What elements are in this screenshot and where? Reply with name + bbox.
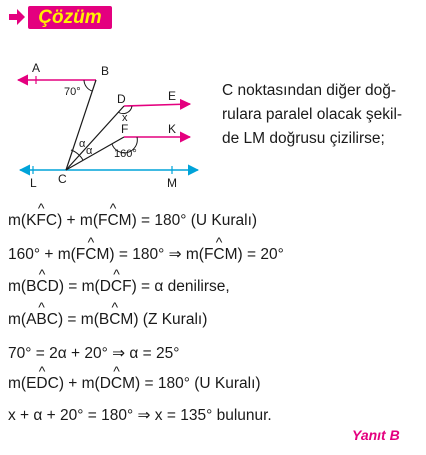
description-line: de LM doğrusu çizilirse; bbox=[222, 130, 385, 147]
segment-cd bbox=[66, 106, 124, 170]
solution-step-6: m(E^ DC) + m(D^ CM) = 180° (U Kuralı) bbox=[8, 375, 261, 393]
solution-step-5: 70° = 2α + 20° ⇒ α = 25° bbox=[8, 345, 180, 362]
solution-step-2: 160° + m(F^ CM) = 180° ⇒ m(F^ CM) = 20° bbox=[8, 245, 284, 264]
description-line: C noktasından diğer doğ- bbox=[222, 82, 397, 99]
angle-alpha1-label: α bbox=[79, 138, 86, 150]
angle-kfc-label: 160° bbox=[114, 148, 137, 160]
arc-abc bbox=[84, 80, 92, 91]
label-b: B bbox=[101, 64, 110, 78]
arc-alpha2 bbox=[79, 155, 83, 160]
label-m: M bbox=[167, 176, 177, 190]
angle-abc-label: 70° bbox=[64, 86, 81, 98]
header-title-box bbox=[28, 6, 112, 29]
angle-alpha2-label: α bbox=[86, 145, 93, 157]
label-f: F bbox=[121, 122, 129, 136]
label-l: L bbox=[30, 176, 37, 190]
solution-step-1: m(K^ FC) + m(F^ CM) = 180° (U Kuralı) bbox=[8, 212, 257, 230]
label-k: K bbox=[168, 122, 177, 136]
header-title: Çözüm bbox=[38, 7, 102, 28]
arrow-right-icon bbox=[8, 8, 26, 26]
label-e: E bbox=[168, 89, 177, 103]
geometry-figure bbox=[0, 50, 215, 195]
label-d: D bbox=[117, 92, 126, 106]
solution-step-7: x + α + 20° = 180° ⇒ x = 135° bulunur. bbox=[8, 407, 272, 424]
answer-label: Yanıt B bbox=[352, 427, 400, 443]
description-text bbox=[222, 79, 422, 151]
solution-step-4: m(A^ BC) = m(B^ CM) (Z Kuralı) bbox=[8, 311, 207, 329]
line-de bbox=[124, 104, 190, 106]
label-a: A bbox=[32, 61, 41, 75]
description-line: rulara paralel olacak şekil- bbox=[222, 106, 403, 123]
label-c: C bbox=[58, 172, 67, 186]
angle-x-label: x bbox=[122, 112, 128, 124]
solution-step-3: m(B^ CD) = m(D^ CF) = α denilirse, bbox=[8, 278, 230, 296]
